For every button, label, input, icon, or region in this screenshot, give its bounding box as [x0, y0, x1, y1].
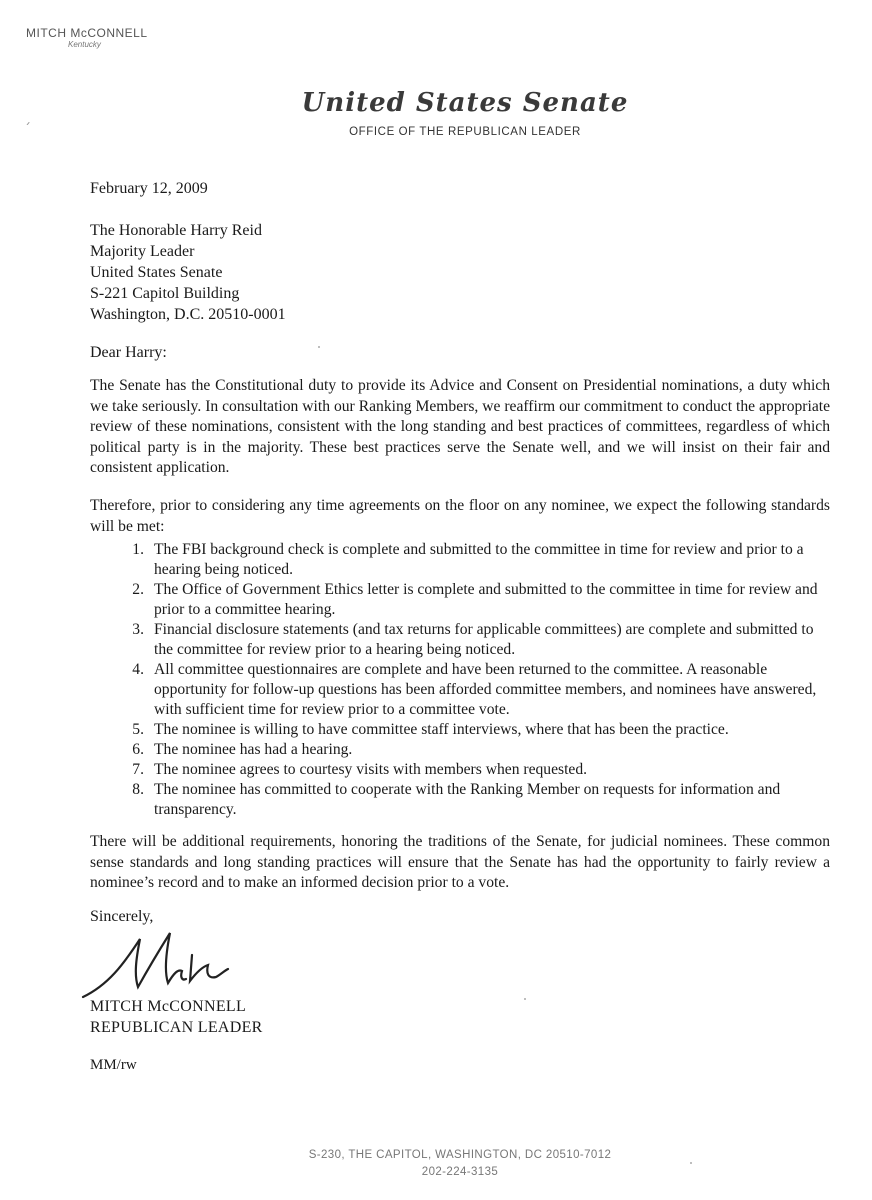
scan-speck	[690, 1162, 692, 1164]
address-line: The Honorable Harry Reid	[90, 222, 262, 239]
list-item	[90, 720, 830, 740]
item-number: 5.	[132, 721, 144, 738]
letterhead-office: OFFICE OF THE REPUBLICAN LEADER	[349, 126, 581, 138]
item-number: 3.	[132, 621, 144, 638]
footer-phone: 202-224-3135	[421, 1166, 499, 1178]
item-number: 6.	[132, 741, 144, 758]
address-line: Washington, D.C. 20510-0001	[90, 306, 286, 323]
item-number: 1.	[132, 541, 144, 558]
letter-date: February 12, 2009	[90, 180, 208, 197]
list-item	[90, 580, 830, 620]
letterhead	[300, 88, 630, 138]
scan-speck	[524, 998, 526, 1000]
item-number: 4.	[132, 661, 144, 678]
item-text: The nominee agrees to courtesy visits with members when requested.	[154, 761, 588, 778]
recipient-address	[90, 220, 286, 325]
item-text: The FBI background check is complete and submitted to the committee in time for review and prior to a hearing being noticed.	[154, 541, 804, 578]
standards-list	[90, 540, 830, 820]
signer-title: REPUBLICAN LEADER	[90, 1019, 263, 1036]
address-line: United States Senate	[90, 264, 223, 281]
item-number: 8.	[132, 781, 144, 798]
body-paragraph: There will be additional requirements, honoring the traditions of the Senate, for judicial nominees. These common sense standards and long standing practices will ensure that the Senate has had the opportunity to fairly review a nominee’s record and to make an informed decision prior to a vote.	[90, 833, 830, 891]
signer-name: MITCH McCONNELL	[90, 998, 247, 1015]
salutation: Dear Harry:	[90, 344, 167, 361]
list-item	[90, 760, 830, 780]
item-number: 2.	[132, 581, 144, 598]
list-item	[90, 620, 830, 660]
list-item	[90, 740, 830, 760]
margin-mark: ˊ	[24, 122, 31, 138]
list-item	[90, 540, 830, 580]
letterhead-title: United States Senate	[301, 88, 629, 118]
typist-initials: MM/rw	[90, 1057, 137, 1073]
list-item	[90, 660, 830, 720]
body-paragraph: Therefore, prior to considering any time agreements on the floor on any nominee, we expect the following standards will be met:	[90, 497, 830, 535]
sender-block	[26, 26, 148, 49]
address-line: S-221 Capitol Building	[90, 285, 240, 302]
footer	[250, 1147, 670, 1181]
list-item	[90, 780, 830, 820]
item-text: The Office of Government Ethics letter is complete and submitted to the committee in time for review and prior to a committee hearing.	[154, 581, 818, 618]
address-line: Majority Leader	[90, 243, 195, 260]
sender-state: Kentucky	[68, 40, 101, 49]
sender-name: MITCH McCONNELL	[26, 26, 148, 40]
body-paragraph: The Senate has the Constitutional duty to provide its Advice and Consent on Presidential nominations, a duty which we take seriously. In consultation with our Ranking Members, we reaffirm our commitment to conduct the appropriate review of these nominations, consistent with the long standing and best practices of committees, regardless of which political party is in the majority. These best practices serve the Senate well, and we will insist on their fair and consistent application.	[90, 377, 830, 476]
item-text: All committee questionnaires are complete and have been returned to the committee. A reasonable opportunity for follow-up questions has been afforded committee members, and nominees have answered, with sufficient time for review prior to a committee vote.	[154, 661, 817, 718]
signer-block	[90, 996, 263, 1038]
item-text: The nominee has committed to cooperate with the Ranking Member on requests for information and transparency.	[154, 781, 781, 818]
item-text: Financial disclosure statements (and tax returns for applicable committees) are complete and submitted to the committee for review prior to a hearing being noticed.	[154, 621, 814, 658]
closing: Sincerely,	[90, 908, 154, 925]
footer-address: S-230, THE CAPITOL, WASHINGTON, DC 20510-7012	[308, 1149, 612, 1161]
item-text: The nominee is willing to have committee staff interviews, where that has been the practice.	[154, 721, 729, 738]
item-number: 7.	[132, 761, 144, 778]
item-text: The nominee has had a hearing.	[154, 741, 353, 758]
scan-speck	[318, 346, 320, 348]
signature	[78, 925, 248, 1005]
